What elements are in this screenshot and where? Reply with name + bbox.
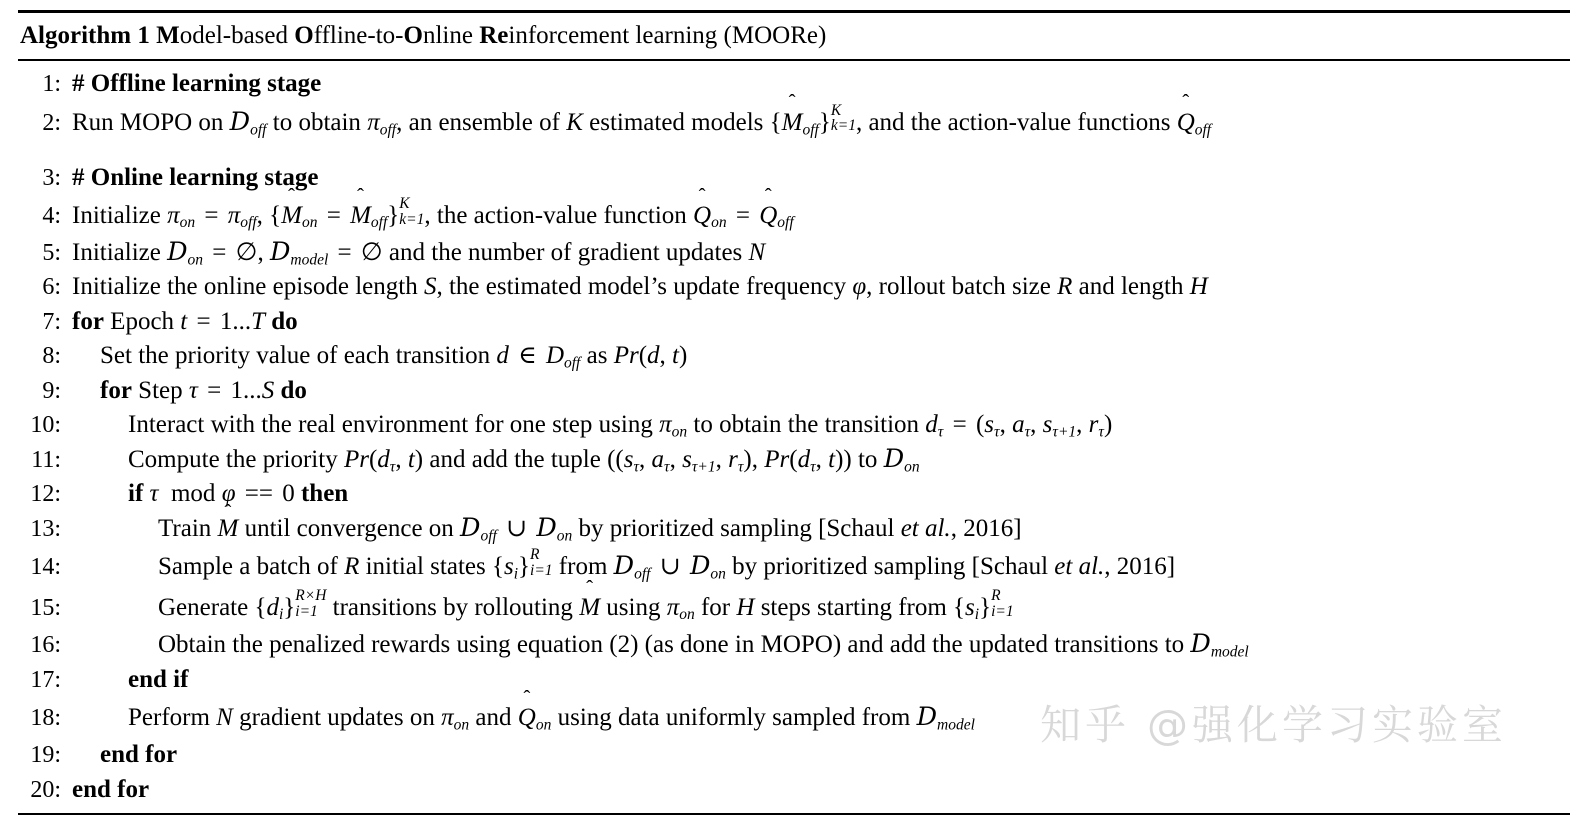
line-code: Train M until convergence on $D_{off}$ ∪ $D_{on}$ by prioritized sampling [Schaul et al., 2016]: [158, 512, 1022, 545]
line-code: end for: [72, 775, 150, 803]
line-number: 1:: [42, 71, 61, 97]
line-code: Set the priority value of each transition d ∈ $D_{off}$ as Pr(d, t): [100, 342, 688, 372]
line-code: for Step τ = 1...S do: [100, 376, 307, 404]
algorithm-line: [18, 67, 1570, 102]
algorithm-line: [18, 477, 1570, 512]
algorithm-line: [18, 270, 1570, 305]
line-number: 12:: [30, 481, 61, 508]
line-code: end for: [100, 741, 178, 769]
line-code: Initialize the online episode length S, the estimated model’s update frequency φ, rollout batch size R and length H: [72, 273, 1208, 301]
algorithm-line: [18, 587, 1570, 628]
line-number: 3:: [42, 164, 61, 191]
line-number: 9:: [42, 377, 61, 404]
algorithm-line: [18, 102, 1570, 143]
line-number: 14:: [30, 554, 61, 581]
line-code: Perform N gradient updates on $\pi_{on}$ and Q $_{on}$ using data uniformly sampled from $D_{model}$: [128, 702, 975, 734]
algorithm-line: [18, 161, 1570, 196]
line-spacer: [18, 143, 1570, 161]
algorithm-line: [18, 374, 1570, 409]
line-code: Initialize $D_{on}$ = ∅, $D_{model}$ = ∅ and the number of gradient updates N: [72, 236, 766, 269]
line-code: Sample a batch of R initial states $\{s_i\}$ R i=1 from $D_{off}$ ∪ $D_{on}$ by prioritized sampling [Schaul et al., 2016]: [158, 546, 1176, 583]
line-number: 6:: [42, 274, 61, 301]
line-code: Generate $\{d_i\}$ R×H i=1 transitions by rollouting M using $\pi_{on}$ for H steps starting from $\{s_i\}$ R i=1: [158, 587, 1014, 624]
line-number: 20:: [30, 776, 61, 803]
line-number: 8:: [42, 343, 61, 370]
algorithm-caption: [18, 13, 1570, 59]
line-number: 13:: [30, 515, 61, 542]
algorithm-line: [18, 628, 1570, 663]
algorithm-line: [18, 443, 1570, 478]
line-code: if τ mod φ == 0 then: [128, 480, 349, 508]
line-number: 4:: [42, 202, 61, 229]
line-number: 11:: [31, 446, 61, 473]
line-number: 19:: [30, 742, 61, 769]
algorithm-line: [18, 512, 1570, 547]
line-number: 5:: [42, 239, 61, 266]
line-code: Run MOPO on $D_{off}$ to obtain $\pi_{off}$, an ensemble of K estimated models {M $_{off}$} K k=1 , and the action-value functions Q $_{off}$: [72, 101, 1212, 138]
algorithm-line: [18, 236, 1570, 271]
line-code: # Offline learning stage: [72, 70, 322, 97]
line-number: 18:: [30, 705, 61, 732]
algorithm-line: [18, 408, 1570, 443]
line-number: 15:: [30, 595, 61, 622]
line-code: for Epoch t = 1...T do: [72, 307, 298, 335]
algorithm-line: [18, 305, 1570, 340]
line-code: Initialize $\pi_{on} = \pi_{off}$, {M $_{on}$ = M $_{off}$} K k=1 , the action-value function Q $_{on}$ = Q $_{off}$: [72, 194, 794, 232]
algorithm-line: [18, 339, 1570, 374]
line-code: Obtain the penalized rewards using equation (2) (as done in MOPO) and add the updated transitions to $D_{model}$: [158, 629, 1249, 661]
algorithm-caption-title: Model-based Offline-to-Online Reinforcement learning (MOORe): [156, 22, 827, 49]
line-number: 17:: [30, 666, 61, 693]
algorithm-line: [18, 546, 1570, 587]
line-code: Compute the priority $Pr(d_\tau$, t) and add the tuple (($s_\tau$, $a_\tau$, $s_{\tau+1}$, $r_\tau$), $Pr(d_\tau$, t)) to $D_{on}$: [128, 443, 920, 476]
line-number: 7:: [42, 308, 61, 335]
line-code: # Online learning stage: [72, 163, 319, 191]
line-number: 16:: [30, 632, 61, 659]
line-code: Interact with the real environment for one step using $\pi_{on}$ to obtain the transition $d_\tau = (s_\tau$, $a_\tau$, $s_{\tau+1}$, $r_\tau$): [128, 411, 1113, 441]
algorithm-line: [18, 773, 1570, 808]
algorithm-line: [18, 195, 1570, 236]
zhihu-watermark: 知乎 @强化学习实验室: [1040, 701, 1508, 749]
line-number: 2:: [42, 109, 61, 136]
algorithm-caption-prefix: Algorithm 1: [20, 22, 150, 49]
line-number: 10:: [30, 412, 61, 439]
line-code: end if: [128, 665, 189, 693]
